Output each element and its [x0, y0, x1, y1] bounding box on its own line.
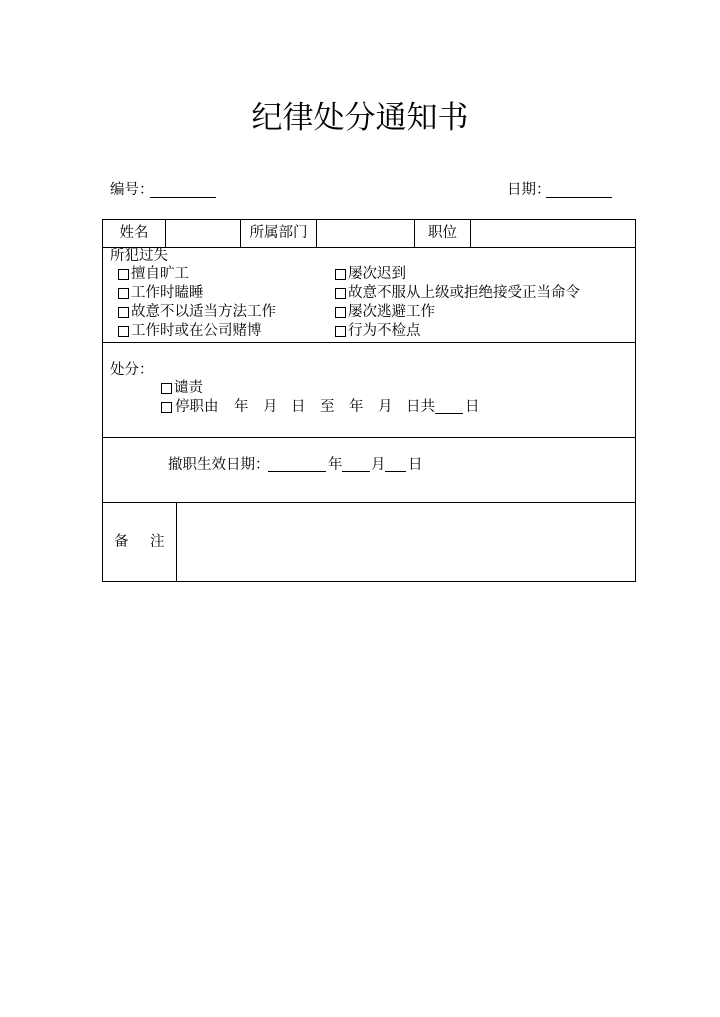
suspension-from-month: 月	[263, 399, 278, 415]
position-field[interactable]	[470, 220, 635, 247]
dismissal-row	[103, 437, 635, 502]
dismissal-year-blank[interactable]	[268, 457, 326, 472]
offense-item	[335, 323, 421, 339]
checkbox-icon[interactable]	[335, 288, 346, 299]
name-label: 姓名	[119, 225, 149, 241]
reprimand-option	[161, 380, 203, 396]
suspension-days-blank[interactable]	[435, 399, 463, 414]
offense-item	[118, 304, 276, 320]
checkbox-icon[interactable]	[335, 269, 346, 280]
dismissal-month-unit: 月	[371, 457, 386, 473]
offense-item	[335, 285, 580, 301]
offense-label: 工作时或在公司赌博	[131, 323, 262, 339]
offense-label: 屡次迟到	[348, 266, 406, 282]
suspension-to: 至	[320, 399, 335, 415]
offenses-heading: 所犯过失	[110, 248, 168, 264]
position-label: 职位	[414, 220, 470, 247]
dismissal-day-unit: 日	[408, 457, 423, 473]
offense-label: 工作时瞌睡	[131, 285, 204, 301]
offense-item	[118, 285, 204, 301]
remarks-row	[103, 502, 635, 581]
suspension-days-unit: 日	[465, 399, 480, 415]
number-label: 编号：	[110, 182, 154, 198]
offense-label: 故意不以适当方法工作	[131, 304, 276, 320]
offense-item	[118, 266, 189, 282]
offense-item	[335, 266, 406, 282]
checkbox-icon[interactable]	[118, 326, 129, 337]
dismissal-day-blank[interactable]	[385, 457, 406, 472]
suspension-option	[161, 399, 481, 415]
suspension-from-year: 年	[234, 399, 249, 415]
offense-label: 屡次逃避工作	[348, 304, 435, 320]
checkbox-icon[interactable]	[118, 269, 129, 280]
suspension-prefix: 停职由	[175, 399, 219, 415]
penalty-heading: 处分：	[110, 362, 154, 378]
number-blank[interactable]	[150, 184, 216, 198]
checkbox-icon[interactable]	[161, 402, 172, 413]
department-label: 所属部门	[240, 220, 316, 247]
offense-item	[118, 323, 262, 339]
dismissal-year-unit: 年	[328, 457, 343, 473]
suspension-to-day-total: 日共	[406, 399, 435, 415]
checkbox-icon[interactable]	[335, 326, 346, 337]
notice-table	[102, 219, 636, 582]
checkbox-icon[interactable]	[335, 307, 346, 318]
dismissal-date-line	[168, 457, 428, 473]
offense-label: 故意不服从上级或拒绝接受正当命令	[348, 285, 580, 301]
checkbox-icon[interactable]	[118, 307, 129, 318]
remarks-label: 备 注	[114, 534, 168, 550]
dismissal-month-blank[interactable]	[342, 457, 370, 472]
penalty-row	[103, 342, 635, 437]
name-field[interactable]	[165, 220, 240, 247]
suspension-to-year: 年	[349, 399, 364, 415]
offense-label: 擅自旷工	[131, 266, 189, 282]
suspension-from-day: 日	[291, 399, 306, 415]
offense-label: 行为不检点	[348, 323, 421, 339]
suspension-to-month: 月	[378, 399, 393, 415]
date-blank[interactable]	[546, 184, 612, 198]
checkbox-icon[interactable]	[118, 288, 129, 299]
document-title: 纪律处分通知书	[251, 100, 469, 136]
dismissal-date-label: 撤职生效日期：	[168, 457, 270, 473]
offenses-row	[103, 247, 635, 342]
checkbox-icon[interactable]	[161, 383, 172, 394]
department-field[interactable]	[316, 220, 414, 247]
offense-item	[335, 304, 435, 320]
remarks-field[interactable]	[176, 503, 635, 581]
info-row	[103, 220, 635, 247]
reprimand-label: 谴责	[174, 380, 203, 396]
date-label: 日期：	[507, 182, 551, 198]
